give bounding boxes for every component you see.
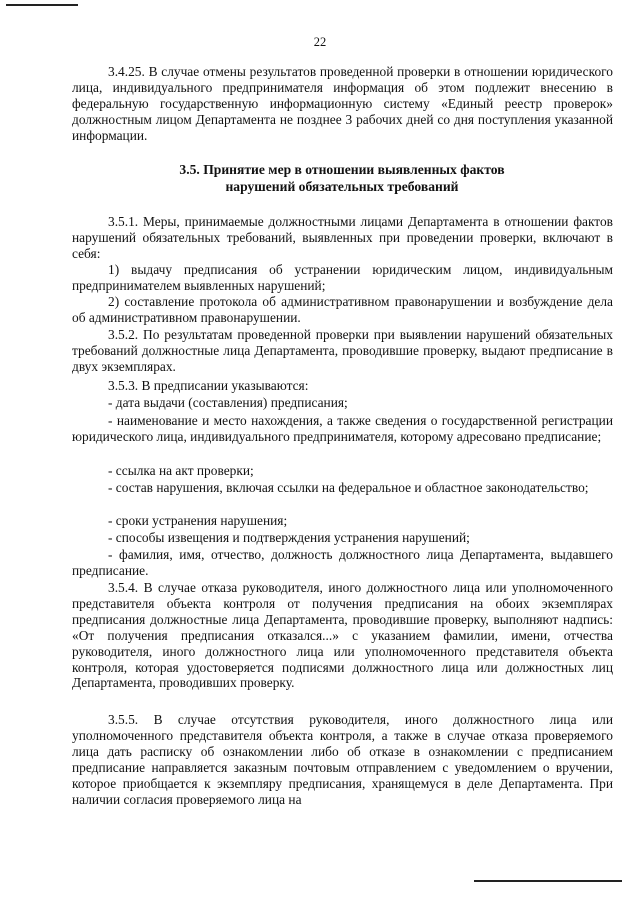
paragraph-3-4-25: 3.4.25. В случае отмены результатов проведенной проверки в отношении юридического лица, индивидуального предпринимателя информация об этом подлежит внесению в федеральную государственную информационную систему «Единый реестр проверок» должностным лицом Департамента не позднее 3 рабочих дней со дня поступления указанной информации.	[72, 64, 613, 143]
paragraph-3-5-2: 3.5.2. По результатам проведенной проверки при выявлении нарушений обязательных требований должностные лица Департамента, проводившие проверку, выдают предписание в двух экземплярах.	[72, 327, 613, 374]
page-number: 22	[313, 35, 327, 49]
paragraph-3-5-5: 3.5.5. В случае отсутствия руководителя, иного должностного лица или уполномоченного представителя объекта контроля, а также в случае отказа проверяемого лица дать расписку об ознакомлении либо об отказе в ознакомлении с предписанием предписание направляется заказным почтовым отправлением с уведомлением о вручении, которое приобщается к экземпляру предписания, хранящемуся в деле Департамента. При наличии согласия проверяемого лица на	[72, 712, 613, 807]
top-rule	[6, 4, 78, 6]
bullet-deadlines: - сроки устранения нарушения;	[108, 513, 288, 528]
bullet-act-reference: - ссылка на акт проверки;	[108, 463, 254, 478]
section-heading-line-2: нарушений обязательных требований	[225, 179, 459, 194]
paragraph-3-5-4: 3.5.4. В случае отказа руководителя, иного должностного лица или уполномоченного представителя объекта контроля от получения предписания на обоих экземплярах предписания должностные лица Департамента, проводившие проверку, выполняют надпись: «От получения предписания отказался...» с указанием фамилии, имени, отчества руководителя, иного должностного лица или уполномоченного представителя объекта контроля, которая удостоверяется подписями должностного лица или должностных лиц Департамента, проводивших проверку.	[72, 580, 613, 691]
bullet-violation-composition: - состав нарушения, включая ссылки на федеральное и областное законодательство;	[108, 480, 589, 495]
list-item-1: 1) выдачу предписания об устранении юридическим лицом, индивидуальным предпринимателем выявленных нарушений;	[72, 262, 613, 293]
bottom-rule	[474, 880, 622, 882]
list-item-2: 2) составление протокола об административном правонарушении и возбуждение дела об административном правонарушении.	[72, 294, 613, 325]
bullet-notification-methods: - способы извещения и подтверждения устранения нарушений;	[108, 530, 470, 545]
section-heading-line-1: 3.5. Принятие мер в отношении выявленных фактов	[179, 162, 505, 177]
bullet-issue-date: - дата выдачи (составления) предписания;	[108, 395, 348, 410]
paragraph-3-5-1: 3.5.1. Меры, принимаемые должностными лицами Департамента в отношении фактов нарушений обязательных требований, выявленных при проведении проверки, включают в себя:	[72, 214, 613, 261]
section-heading	[72, 161, 612, 195]
bullet-name-location: - наименование и место нахождения, а также сведения о государственной регистрации юридического лица, индивидуального предпринимателя, которому адресовано предписание;	[72, 413, 613, 444]
bullet-official-name: - фамилия, имя, отчество, должность должностного лица Департамента, выдавшего предписание.	[72, 547, 613, 578]
paragraph-3-5-3: 3.5.3. В предписании указываются:	[108, 378, 309, 393]
